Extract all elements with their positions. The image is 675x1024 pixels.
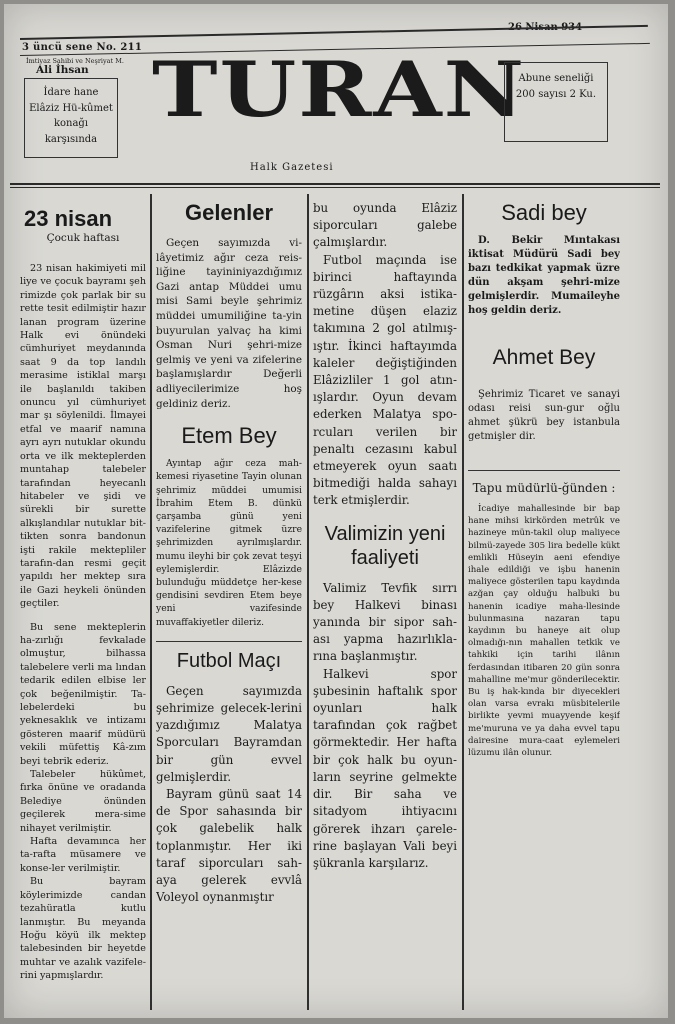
masthead-title: TURAN: [152, 44, 527, 135]
column-divider-2: [307, 194, 309, 1010]
column-4: [468, 200, 620, 1015]
article-paragraph: Bu sene mekteplerin ha-zırlığı fevkalade olmuştur, bilhassa talebelere verli ma lından tedarik edilen elbise ler çok beğenilmiştir. Ta-lebelerdeki bu yeknesaklık ve intizamı gösteren maarif müdürü vekili müfettiş Kâ-zım beyi tebrik ederiz.: [20, 621, 146, 767]
article-paragraph: Geçen sayımızda şehrimize gelecek-lerini yazdığımız Malatya Sporcuları Bayramdan bir gün evvel gelmişlerdir.: [156, 683, 302, 784]
column-divider-1: [150, 194, 152, 1010]
headline-gelenler: Gelenler: [184, 200, 274, 225]
article-paragraph: Geçen sayımızda vi-lâyetimiz ağır ceza reis-liğine tayininiyazdığımız Gazi antap Müddei umu misi Sami beyle şehrimiz müddei umumiliğine ta-yin buyurulan yalvaç ha kimi Osman Nuri şehri-mize gelmiş ve yeni va zifelerine başlamışlardır Değerli adliyecilerimize hoş geldiniz deriz.: [156, 237, 302, 410]
price-box: Abune seneliği 200 sayısı 2 Ku.: [504, 62, 608, 142]
headline-23-nisan: 23 nisan: [24, 206, 113, 231]
article-paragraph: Talebeler hükûmet, fırka önüne ve oradanda Belediye önünden geçilerek mera-sime nihayet verilmiştir.: [20, 769, 146, 834]
article-paragraph: Valimiz Tevfik sırrı bey Halkevi binası yanında bir sipor sah-ası yapma hazırlıkla-rına başlanmıştır.: [313, 580, 457, 664]
article-paragraph: Futbol maçında ise birinci haftayında rüzgârın aksi istika-metine düşen elaziz takımına 2 gol atılmış-ıştır. İkinci haftayımda kaleler değiştiğinden Elâzizliler 1 gol atın-ışlardır. Oyun devam ederken Malatya spo-rcuları verilen bir penaltı cezasını kabul etmeyerek oyun saatı bitmediği halda sahayı terk etmişlerdir.: [313, 252, 457, 508]
headline-etem-bey: Etem Bey: [181, 423, 277, 449]
article-paragraph: İcadiye mahallesinde bir bap hane mihsi kirkörden metrûk ve hazineye mün-takil olup maliyece bilmü-zayede 305 lira bedelle kükt emlikli Hüseyin aeni efendiye ihale edildiği ve işbu hanenin maliyece gösterilen tapu kaydında azğan çay olduğu halbuki bu hanenin icadiye maha-llesinde bulunmasına nazaran tapu kaydının bu haneye ait olup olmadığı-nın mahallen tetkik ve tahkiki için tarihi ilânın ferdasından itibaren 20 gün sonra mahalline me'mur gönderilecektir. Bu iş hak-kında bir diyecekleri olan varsa evrakı müsbitelerile birlikte yevmi muayyende keşif me'muruna ve ya daha evvel tapu dairesine mura-caat eylemeleri lüzumu ilân olunur.: [468, 504, 620, 759]
owner-name: Ali İhsan: [36, 64, 89, 76]
article-paragraph: Şehrimiz Ticaret ve sanayi odası reisi sun-gur oğlu ahmet şükrü bey istanbula getmişler dir.: [468, 389, 620, 442]
headline-ahmet-bey: Ahmet Bey: [492, 346, 596, 369]
article-paragraph: Bu bayram köylerimizde candan tezahüratla kutlu lanmıştır. Bu meyanda Hoğu köyü ilk mektep talebesinden bir heyetde muhtar ve azalık vazifele-rini yapmışlardır.: [20, 876, 146, 982]
headline-tapu-mudurlugunden: Tapu müdürlü-ğünden :: [468, 470, 620, 495]
article-paragraph: Bayram günü saat 14 de Spor sahasında bir çok galebelik halk toplanmıştır. Her iki taraf siporcuları sah-aya gelerek evvlâ Voleyol oynanmıştır: [156, 786, 302, 905]
subhead-cocuk-haftasi: Çocuk haftası: [46, 232, 120, 244]
article-paragraph: Ayıntap ağır ceza mah-kemesi riyasetine Tayin olunan şehrimiz müddei umumisi İbrahim Etem B. dünkü çarşamba günü yeni vazifelerine gitmek üzre şehrimizden ayrılmışlardır. mumu ileyhi bir çok zevat teşyi eylemişlerdir. Elâzizde bulunduğu müddetçe her-kese gendisini sevdiren Etem beye yeni vazifesinde muvaffakiyetler dileriz.: [156, 458, 302, 628]
headline-futbol-maci: Futbol Maçı: [156, 641, 302, 673]
column-1: [20, 200, 146, 1015]
column-3: [313, 200, 457, 1015]
column-2: [156, 200, 302, 1015]
header-rule-2: [10, 187, 660, 188]
volume-line: 3 üncü sene No. 211: [22, 42, 143, 53]
article-paragraph: 23 nisan hakimiyeti mil liye ve çocuk bayramı şeh rimizde çok parlak bir su rette tesit edilmiştir hazır lanan program üzerine Halk evi önündeki cümhuriyet meydanında saat 9 da top landılı merasime istiklal marşı ile başlanıldı takiben onuncu yıl cümhuriyet mar şı söylenildi. İlmayei etfal ve maarif namına ayrı ayrı nutuklar okundu orta ve ilk mekteplerden muntahap talebeler tarafından heyecanlı hitabeler ve şidi ve sürekli bir surette alkışlandılar nutuklar bit-tikten sonra bandonun işti rakile mektepliler tarafın-dan resmi geçit yapıldı her mektep sıra ile Gazi heykeli önünden geçtiler.: [20, 263, 146, 610]
owner-caption: İmtiyaz Sahibi ve Neşriyat M.: [26, 57, 124, 65]
address-box: İdare hane Elâziz Hü-kûmet konağı karşısında: [24, 78, 118, 158]
column-divider-3: [462, 194, 464, 1010]
article-paragraph: bu oyunda Elâziz siporcuları galebe çalmışlardır.: [313, 201, 457, 250]
article-paragraph: Hafta devamınca her ta-rafta müsamere ve konse-ler verilmiştir.: [20, 836, 146, 874]
headline-valimizin-yeni-faaliyeti: Valimizin yeni faaliyeti: [324, 522, 446, 569]
header-rule: [10, 183, 660, 185]
headline-sadi-bey: Sadi bey: [501, 200, 587, 225]
article-paragraph: Halkevi spor şubesinin haftalık spor oyunları halk tarafından çok rağbet görmektedir. Her hafta bir çok halk bu oyun-ların seyrine gelmekte dir. Bir saha ve sitadyom ihtiyacını görerek ihzarı çarele-rine başlayan Vali beyi şükranla karşılarız.: [313, 666, 457, 870]
subtitle: Halk Gazetesi: [250, 162, 334, 173]
article-paragraph: D. Bekir Mıntakası iktisat Müdürü Sadi bey bazı tedkikat yapmak üzre dün akşam şehri-mize gelmişlerdir. Mumaileyhe hoş geldin deriz.: [468, 235, 620, 316]
